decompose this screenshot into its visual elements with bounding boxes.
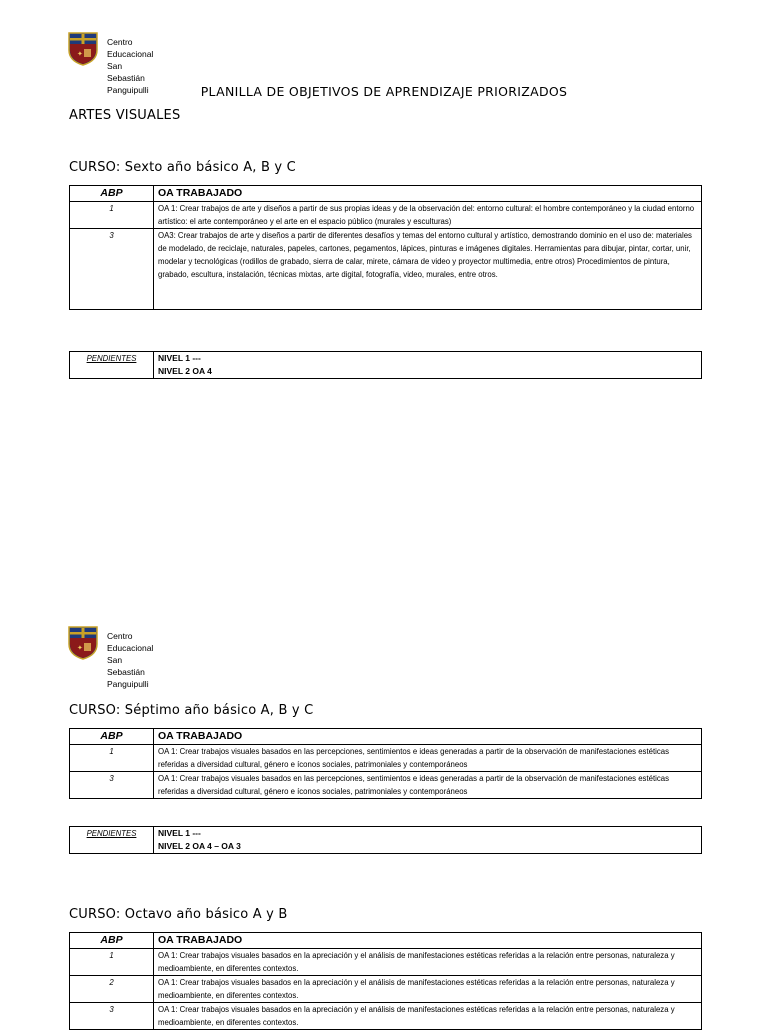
oa-header: OA TRABAJADO [154,729,702,745]
curso-heading: CURSO: Séptimo año básico A, B y C [69,703,314,718]
abp-cell: 3 [70,1003,154,1030]
school-name: Centro Educacional San Sebastián [107,37,154,83]
pendientes-label: PENDIENTES [70,827,154,854]
niveles-cell [154,352,702,379]
nivel-2: NIVEL 2 OA 4 [158,366,212,376]
oa-header: OA TRABAJADO [154,933,702,949]
abp-header: ABP [70,729,154,745]
school-crest-icon [68,626,98,660]
svg-text:✦: ✦ [77,644,83,652]
abp-cell: 2 [70,976,154,1003]
nivel-2: NIVEL 2 OA 4 – OA 3 [158,841,241,851]
oa-table [69,185,702,310]
table-header-row [70,729,702,745]
curso-heading: CURSO: Octavo año básico A y B [69,907,288,922]
nivel-1: NIVEL 1 --- [158,353,201,363]
oa-cell: OA 1: Crear trabajos visuales basados en la apreciación y el análisis de manifestaciones estéticas referidas a la relación entre personas, naturaleza y medioambiente, en diferentes contextos. [154,976,702,1003]
oa-table [69,932,702,1030]
pendientes-label: PENDIENTES [70,352,154,379]
abp-header: ABP [70,186,154,202]
abp-cell: 3 [70,772,154,799]
nivel-1: NIVEL 1 --- [158,828,201,838]
table-row [70,772,702,799]
school-name-block [107,630,153,690]
pendientes-table [69,826,702,854]
curso-heading: CURSO: Sexto año básico A, B y C [69,160,296,175]
table-header-row [70,933,702,949]
school-crest-icon [68,32,98,66]
abp-header: ABP [70,933,154,949]
school-city: Panguipulli [107,85,149,95]
oa-header: OA TRABAJADO [154,186,702,202]
oa-cell: OA3: Crear trabajos de arte y diseños a partir de diferentes desafíos y temas del entorno cultural y artístico, demostrando dominio en el uso de: materiales de modelado, de reciclaje, naturales, papeles, cartones, pegamentos, lápices, pinturas e imágenes digitales. Herramientas para dibujar, pintar, cortar, unir, modelar y tecnológicas (rodillos de grabado, sierra de calar, mirete, cámara de video y proyector multimedia, entre otros) Procedimientos de pintura, grabado, escultura, instalación, técnicas mixtas, arte digital, fotografía, video, murales, entre otros. [154,229,702,310]
table-row [70,1003,702,1030]
table-row [70,949,702,976]
abp-cell: 1 [70,202,154,229]
table-header-row [70,186,702,202]
school-name: Centro Educacional San Sebastián [107,631,154,677]
abp-cell: 3 [70,229,154,310]
niveles-cell [154,827,702,854]
oa-cell: OA 1: Crear trabajos visuales basados en las percepciones, sentimientos e ideas generadas a partir de la observación de manifestaciones estéticas referidas a diversidad cultural, género e íconos sociales, patrimoniales y contemporáneos [154,772,702,799]
subject-heading: ARTES VISUALES [69,108,181,123]
table-row [70,745,702,772]
document-title: PLANILLA DE OBJETIVOS DE APRENDIZAJE PRIORIZADOS [200,84,568,99]
oa-cell: OA 1: Crear trabajos visuales basados en las percepciones, sentimientos e ideas generadas a partir de la observación de manifestaciones estéticas referidas a diversidad cultural, género e íconos sociales, patrimoniales y contemporáneos [154,745,702,772]
oa-cell: OA 1: Crear trabajos visuales basados en la apreciación y el análisis de manifestaciones estéticas referidas a la relación entre personas, naturaleza y medioambiente, en diferentes contextos. [154,1003,702,1030]
school-city: Panguipulli [107,679,149,689]
svg-text:✦: ✦ [77,50,83,58]
table-row [70,976,702,1003]
pendientes-row [70,827,702,854]
abp-cell: 1 [70,949,154,976]
oa-cell: OA 1: Crear trabajos visuales basados en la apreciación y el análisis de manifestaciones estéticas referidas a la relación entre personas, naturaleza y medioambiente, en diferentes contextos. [154,949,702,976]
pendientes-table [69,351,702,379]
oa-cell: OA 1: Crear trabajos de arte y diseños a partir de sus propias ideas y de la observación del: entorno cultural: el hombre contemporáneo y la ciudad entorno artístico: el arte contemporáneo y el arte en el espacio público (murales y esculturas) [154,202,702,229]
table-row [70,229,702,310]
table-row [70,202,702,229]
abp-cell: 1 [70,745,154,772]
oa-table [69,728,702,799]
pendientes-row [70,352,702,379]
